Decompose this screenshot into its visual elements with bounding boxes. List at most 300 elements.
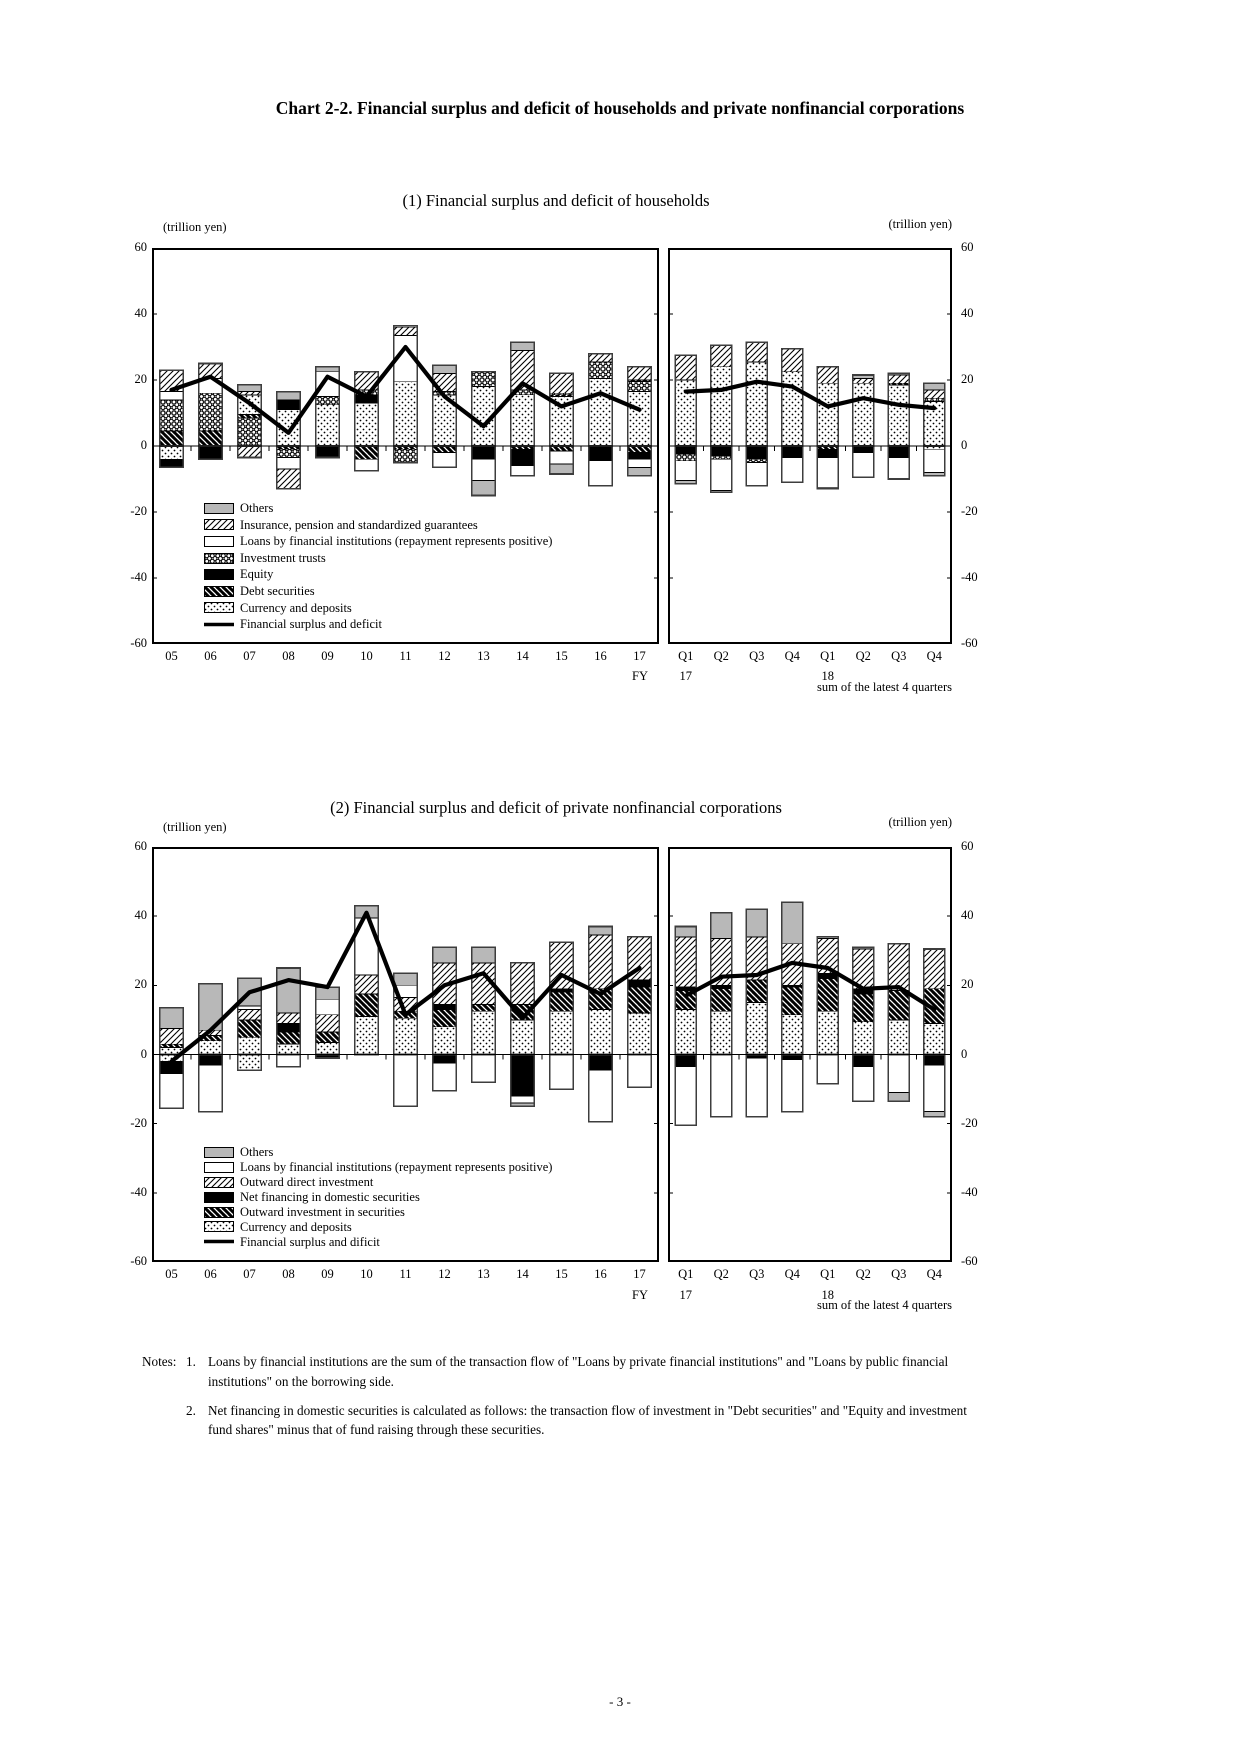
bar-segment-others <box>924 383 945 390</box>
chart2-unit-left: (trillion yen) <box>163 820 227 834</box>
legend-label-equity: Equity <box>240 567 274 582</box>
bar-segment-loans <box>550 1055 573 1090</box>
bar-segment-loans <box>355 459 378 471</box>
legend-label-line: Financial surplus and dificit <box>240 1234 380 1249</box>
bar-segment-currency <box>628 392 651 446</box>
legend-label-line: Financial surplus and deficit <box>240 617 382 632</box>
bar-segment-loans <box>675 1067 696 1126</box>
x-axis-label: Q4 <box>926 649 942 663</box>
bar-segment-trusts <box>628 382 651 392</box>
bar-segment-currency <box>550 1011 573 1054</box>
bar-segment-equity <box>511 449 534 466</box>
bar-segment-trusts <box>316 397 339 405</box>
bar-segment-others <box>277 392 300 400</box>
x-axis-label: 17 <box>633 649 646 663</box>
bar-segment-outsec <box>746 980 767 1003</box>
bar-segment-currency <box>277 1044 300 1054</box>
x-axis-label: Q3 <box>749 1267 765 1281</box>
x-axis-label: 16 <box>594 1267 607 1281</box>
bar-segment-insurance <box>277 469 300 489</box>
y-axis-label: 0 <box>140 1046 147 1061</box>
bar-segment-loans <box>433 453 456 468</box>
bar-segment-netdom <box>433 1055 456 1064</box>
x-axis-label: 11 <box>399 649 412 663</box>
bar-segment-currency <box>924 1023 945 1054</box>
legend-label-loans: Loans by financial institutions (repayment represents positive) <box>240 534 553 549</box>
legend-item-others <box>204 1145 552 1160</box>
bar-segment-currency <box>511 1020 534 1055</box>
chart2-unit-right: (trillion yen) <box>888 815 952 829</box>
bar-segment-currency <box>817 1011 838 1054</box>
bar-segment-outdirect <box>675 937 696 987</box>
bar-segment-currency <box>355 403 378 446</box>
bar-segment-trusts <box>711 456 732 459</box>
bar-segment-loans <box>675 461 696 481</box>
bar-segment-currency <box>888 1020 909 1055</box>
y-axis-label: 0 <box>961 438 968 452</box>
bar-segment-currency <box>746 362 767 446</box>
legend-swatch-dots <box>204 602 234 613</box>
bar-segment-outdirect <box>238 1010 261 1020</box>
bar-segment-equity <box>199 446 222 459</box>
bar-segment-equity <box>628 453 651 460</box>
bar-segment-currency <box>589 378 612 446</box>
bar-segment-debt <box>355 446 378 459</box>
x-axis-label: 07 <box>243 649 256 663</box>
bar-segment-currency <box>199 1041 222 1055</box>
bar-segment-currency <box>433 1027 456 1055</box>
legend-item-loans <box>204 533 552 550</box>
x-axis-label: 09 <box>321 1267 334 1281</box>
y-axis-label: -20 <box>130 1115 147 1130</box>
x-axis-label: 05 <box>165 1267 178 1281</box>
bar-segment-loans <box>589 1070 612 1122</box>
bar-segment-equity <box>589 446 612 461</box>
bar-segment-others <box>238 385 261 392</box>
households-quarter-panel <box>668 248 952 644</box>
x-axis-label: Q3 <box>891 649 907 663</box>
bar-segment-insurance <box>675 355 696 380</box>
chart2-sum-label: sum of the latest 4 quarters <box>816 1298 952 1312</box>
bar-segment-equity <box>160 459 183 467</box>
legend-swatch-white <box>204 536 234 547</box>
legend-label-currency: Currency and deposits <box>240 600 352 615</box>
legend-swatch-black <box>204 1192 234 1203</box>
bar-segment-insurance <box>238 392 261 395</box>
y-axis-label: -20 <box>961 1115 978 1130</box>
bar-segment-outsec <box>277 1032 300 1044</box>
legend-swatch-white <box>204 1162 234 1173</box>
y-axis-label: -40 <box>961 570 978 584</box>
bar-segment-loans <box>888 458 909 479</box>
x-axis-label: 10 <box>360 649 373 663</box>
bar-segment-outsec <box>782 987 803 1015</box>
legend-label-trusts: Investment trusts <box>240 550 326 565</box>
bar-segment-currency <box>711 1011 732 1054</box>
x-axis-label: 05 <box>165 649 178 663</box>
y-axis-label: 60 <box>134 240 147 254</box>
bar-segment-others <box>394 973 417 985</box>
bar-segment-trusts <box>472 372 495 387</box>
bar-segment-netdom <box>853 1055 874 1067</box>
bar-segment-outdirect <box>924 949 945 989</box>
notes-label: Notes: <box>142 1354 177 1369</box>
y-axis-label: -60 <box>961 1254 978 1268</box>
legend-swatch-dots <box>204 1221 234 1232</box>
x-axis-label: 11 <box>399 1267 412 1281</box>
x-axis-label: Q1 <box>820 649 836 663</box>
legend-item-equity <box>204 566 552 583</box>
legend-label-insurance: Insurance, pension and standardized guarantees <box>240 517 478 532</box>
bar-segment-netdom <box>711 985 732 989</box>
bar-segment-netdom <box>433 1004 456 1009</box>
y-axis-label: -60 <box>130 1254 147 1268</box>
bar-segment-netdom <box>675 1055 696 1067</box>
x-axis-label: Q1 <box>678 1267 694 1281</box>
bar-segment-loans <box>433 1063 456 1091</box>
y-axis-label: 40 <box>134 306 147 320</box>
y-axis-label: 20 <box>134 372 147 386</box>
chart1-fy-label: FY <box>632 669 648 683</box>
bar-segment-loans <box>472 1055 495 1083</box>
bar-segment-insurance <box>888 375 909 383</box>
bar-segment-currency <box>782 372 803 446</box>
legend-item-line <box>204 616 552 633</box>
bar-segment-currency <box>746 1003 767 1055</box>
y-axis-label: -40 <box>961 1184 978 1199</box>
note-2-number: 2. <box>186 1402 196 1418</box>
x-axis-label: Q4 <box>926 1267 942 1281</box>
legend-label-currency: Currency and deposits <box>240 1219 352 1234</box>
bar-segment-others <box>511 342 534 350</box>
legend-swatch-gray <box>204 503 234 514</box>
bar-segment-currency <box>472 1011 495 1054</box>
bar-segment-outsec <box>472 1004 495 1011</box>
bar-segment-loans <box>589 461 612 486</box>
chart2-title: (2) Financial surplus and deficit of private nonfinancial corporations <box>330 798 782 817</box>
bar-segment-netdom <box>589 1055 612 1071</box>
bar-segment-debt <box>628 446 651 453</box>
x-axis-label: 14 <box>516 649 529 663</box>
bar-segment-others <box>472 481 495 496</box>
y-axis-label: 60 <box>961 240 974 254</box>
bar-segment-currency <box>394 1018 417 1054</box>
bar-segment-equity <box>888 446 909 458</box>
bar-segment-loans <box>238 1006 261 1010</box>
bar-segment-outdirect <box>589 935 612 989</box>
legend-item-insurance <box>204 517 552 534</box>
bar-segment-equity <box>782 446 803 458</box>
x-axis-label: 15 <box>555 1267 568 1281</box>
bar-segment-trusts <box>924 398 945 401</box>
y-axis-label: 40 <box>961 306 974 320</box>
bar-segment-loans <box>746 463 767 486</box>
bar-segment-outsec <box>853 994 874 1022</box>
legend-label-loans: Loans by financial institutions (repayment represents positive) <box>240 1160 553 1175</box>
bar-segment-outdirect <box>160 1029 183 1045</box>
bar-segment-outdirect <box>277 1013 300 1023</box>
bar-segment-loans <box>628 459 651 467</box>
bar-segment-insurance <box>924 390 945 398</box>
bar-segment-equity <box>817 449 838 457</box>
bar-segment-loans <box>817 458 838 488</box>
bar-segment-currency <box>853 1022 874 1055</box>
bar-segment-insurance <box>782 349 803 372</box>
legend-swatch-lighthatch <box>204 1177 234 1188</box>
bar-segment-outsec <box>817 978 838 1011</box>
bar-segment-loans <box>628 1055 651 1088</box>
chart-legend <box>204 500 552 633</box>
chart1-title: (1) Financial surplus and deficit of households <box>402 191 710 210</box>
note-2 <box>142 1401 1022 1441</box>
bar-segment-debt <box>160 431 183 446</box>
bar-segment-loans <box>199 1065 222 1112</box>
bar-segment-outdirect <box>888 944 909 991</box>
bar-segment-currency <box>511 395 534 446</box>
bar-segment-currency <box>316 1042 339 1054</box>
page-title: Chart 2-2. Financial surplus and deficit of households and private nonfinancial corporations <box>275 98 965 118</box>
notes <box>142 1352 1022 1449</box>
x-axis-label: 13 <box>477 649 490 663</box>
legend-label-others: Others <box>240 501 274 516</box>
legend-label-outsec: Outward investment in securities <box>240 1204 405 1219</box>
bar-segment-netdom <box>628 980 651 987</box>
bar-segment-others <box>782 902 803 944</box>
legend-item-others <box>204 500 552 517</box>
bar-segment-outsec <box>238 1020 261 1037</box>
note-1-number: 1. <box>186 1354 196 1369</box>
bar-segment-others <box>888 1093 909 1102</box>
page-number: - 3 - <box>609 1694 631 1709</box>
legend-swatch-darkdiag <box>204 586 234 597</box>
bar-segment-loans <box>782 458 803 483</box>
bar-segment-outdirect <box>511 963 534 1005</box>
y-axis-label: 0 <box>961 1046 968 1061</box>
y-axis-label: -60 <box>961 636 978 650</box>
bar-segment-equity <box>853 446 874 453</box>
bar-segment-insurance <box>238 446 261 458</box>
note-2-text: Net financing in domestic securities is calculated as follows: the transaction flow of investment in "Debt securities" and "Equity and investment fund shares" minus that of fund raising through these securities. <box>208 1402 967 1438</box>
bar-segment-loans <box>472 459 495 480</box>
x-axis-label: Q4 <box>784 1267 800 1281</box>
bar-segment-trusts <box>277 449 300 457</box>
bar-segment-others <box>550 464 573 474</box>
bar-segment-outsec <box>355 994 378 1017</box>
x-axis-label: 06 <box>204 1267 217 1281</box>
bar-segment-insurance <box>817 367 838 384</box>
y-axis-label: -40 <box>130 1184 147 1199</box>
legend-item-currency <box>204 1219 552 1234</box>
chart1-unit-left: (trillion yen) <box>163 220 227 234</box>
y-axis-label: 20 <box>961 372 974 386</box>
bar-segment-netdom <box>550 989 573 993</box>
x-axis-label: Q2 <box>713 649 729 663</box>
x-axis-label: 09 <box>321 649 334 663</box>
bar-segment-outsec <box>550 992 573 1011</box>
bar-segment-loans <box>853 1067 874 1102</box>
x-axis-label: 08 <box>282 649 295 663</box>
bar-segment-others <box>472 947 495 963</box>
x-axis-label: Q2 <box>855 1267 871 1281</box>
bar-segment-loans <box>394 1055 417 1107</box>
bar-segment-others <box>277 968 300 1013</box>
bar-segment-loans <box>550 451 573 464</box>
bar-segment-currency <box>782 1015 803 1055</box>
bar-segment-outsec <box>711 989 732 1012</box>
y-axis-label: 60 <box>961 839 974 853</box>
bar-segment-loans <box>746 1058 767 1117</box>
bar-segment-currency <box>675 1010 696 1055</box>
bar-segment-equity <box>675 446 696 454</box>
bar-segment-loans <box>277 1055 300 1067</box>
chart1-sum-label: sum of the latest 4 quarters <box>816 680 952 694</box>
x-axis-year-label: 17 <box>679 669 692 683</box>
bar-segment-trusts <box>394 449 417 462</box>
bar-segment-others <box>433 947 456 963</box>
chart1-unit-right: (trillion yen) <box>888 217 952 231</box>
bar-segment-currency <box>589 1010 612 1055</box>
bar-segment-trusts <box>746 459 767 462</box>
bar-segment-currency <box>853 383 874 446</box>
bar-segment-currency <box>238 1055 261 1071</box>
bar-segment-currency <box>355 1017 378 1055</box>
x-axis-year-label: 18 <box>821 1288 834 1302</box>
bar-segment-insurance <box>628 367 651 380</box>
x-axis-label: Q1 <box>820 1267 836 1281</box>
legend-item-outsec <box>204 1205 552 1220</box>
x-axis-label: 14 <box>516 1267 529 1281</box>
bar-segment-loans <box>160 1074 183 1109</box>
bar-segment-outdirect <box>316 1015 339 1032</box>
bar-segment-loans <box>924 1065 945 1112</box>
legend-item-currency <box>204 600 552 617</box>
bar-segment-others <box>628 467 651 475</box>
bar-segment-currency <box>711 367 732 446</box>
legend-swatch-black <box>204 569 234 580</box>
x-axis-label: 10 <box>360 1267 373 1281</box>
bar-segment-loans <box>924 449 945 472</box>
bar-segment-currency <box>628 1013 651 1055</box>
bar-segment-others <box>589 927 612 936</box>
bar-segment-currency <box>316 405 339 446</box>
y-axis-label: -20 <box>130 504 147 518</box>
note-1-text: Loans by financial institutions are the sum of the transaction flow of "Loans by private financial institutions" and "Loans by public financial institutions" on the borrowing side. <box>208 1354 949 1389</box>
legend-item-line <box>204 1234 552 1249</box>
bar-segment-others <box>433 365 456 373</box>
legend-item-loans <box>204 1160 552 1175</box>
corporations-quarter-panel <box>668 847 952 1262</box>
x-axis-label: 16 <box>594 649 607 663</box>
bar-segment-insurance <box>550 373 573 393</box>
legend-item-outdirect <box>204 1175 552 1190</box>
x-axis-label: 07 <box>243 1267 256 1281</box>
legend-swatch-gray <box>204 1147 234 1158</box>
bar-segment-insurance <box>711 345 732 366</box>
x-axis-label: 17 <box>633 1267 646 1281</box>
y-axis-label: 60 <box>134 839 147 853</box>
bar-segment-insurance <box>853 378 874 383</box>
bar-segment-loans <box>888 1055 909 1093</box>
bar-segment-trusts <box>589 362 612 379</box>
bar-segment-insurance <box>394 327 417 335</box>
x-axis-label: 12 <box>438 649 451 663</box>
bar-segment-outsec <box>628 987 651 1013</box>
bar-segment-netdom <box>277 1023 300 1032</box>
bar-segment-others <box>160 1008 183 1029</box>
legend-item-netdom <box>204 1190 552 1205</box>
y-axis-label: 20 <box>134 977 147 992</box>
bar-segment-currency <box>160 446 183 459</box>
legend-swatch-circles <box>204 553 234 564</box>
legend-swatch-line <box>204 1236 234 1247</box>
bar-segment-trusts <box>199 393 222 431</box>
y-axis-label: 0 <box>140 438 147 452</box>
bar-segment-loans <box>711 1055 732 1117</box>
bar-segment-netdom <box>199 1055 222 1065</box>
bar-segment-trusts <box>238 418 261 446</box>
note-1 <box>142 1352 1022 1392</box>
bar-segment-loans <box>316 999 339 1015</box>
x-axis-label: 12 <box>438 1267 451 1281</box>
bar-segment-others <box>675 927 696 937</box>
x-axis-year-label: 18 <box>821 669 834 683</box>
y-axis-label: -20 <box>961 504 978 518</box>
bar-segment-insurance <box>589 354 612 362</box>
x-axis-year-label: 17 <box>679 1288 692 1302</box>
legend-swatch-lighthatch <box>204 519 234 530</box>
x-axis-label: 08 <box>282 1267 295 1281</box>
legend-swatch-line <box>204 619 234 630</box>
bar-segment-loans <box>782 1060 803 1112</box>
bar-segment-loans <box>160 392 183 400</box>
x-axis-label: Q1 <box>678 649 694 663</box>
legend-swatch-darkdiag <box>204 1207 234 1218</box>
y-axis-label: 40 <box>961 908 974 923</box>
x-axis-label: Q3 <box>891 1267 907 1281</box>
y-axis-label: -40 <box>130 570 147 584</box>
bar-segment-outdirect <box>355 975 378 994</box>
x-axis-label: 06 <box>204 649 217 663</box>
bar-segment-netdom <box>924 1055 945 1065</box>
legend-item-trusts <box>204 550 552 567</box>
bar-segment-loans <box>711 459 732 490</box>
bar-segment-debt <box>238 415 261 418</box>
y-axis-label: 20 <box>961 977 974 992</box>
x-axis-label: 13 <box>477 1267 490 1281</box>
y-axis-label: -60 <box>130 636 147 650</box>
bar-segment-equity <box>277 400 300 410</box>
legend-label-netdom: Net financing in domestic securities <box>240 1189 420 1204</box>
bar-segment-loans <box>511 1096 534 1103</box>
x-axis-label: Q4 <box>784 649 800 663</box>
chart-panel-svg <box>668 847 952 1262</box>
legend-label-others: Others <box>240 1145 274 1160</box>
chart-panel-svg <box>668 248 952 644</box>
legend-label-outdirect: Outward direct investment <box>240 1174 374 1189</box>
bar-segment-loans <box>853 453 874 478</box>
legend-label-debt: Debt securities <box>240 584 315 599</box>
bar-segment-insurance <box>746 342 767 362</box>
bar-segment-outsec <box>433 1010 456 1027</box>
x-axis-label: Q2 <box>713 1267 729 1281</box>
x-axis-label: Q2 <box>855 649 871 663</box>
bar-segment-loans <box>817 1055 838 1084</box>
bar-segment-equity <box>711 446 732 456</box>
bar-segment-outsec <box>160 1044 183 1048</box>
bar-segment-equity <box>472 446 495 459</box>
bar-segment-outsec <box>888 991 909 1020</box>
x-axis-label: 15 <box>555 649 568 663</box>
